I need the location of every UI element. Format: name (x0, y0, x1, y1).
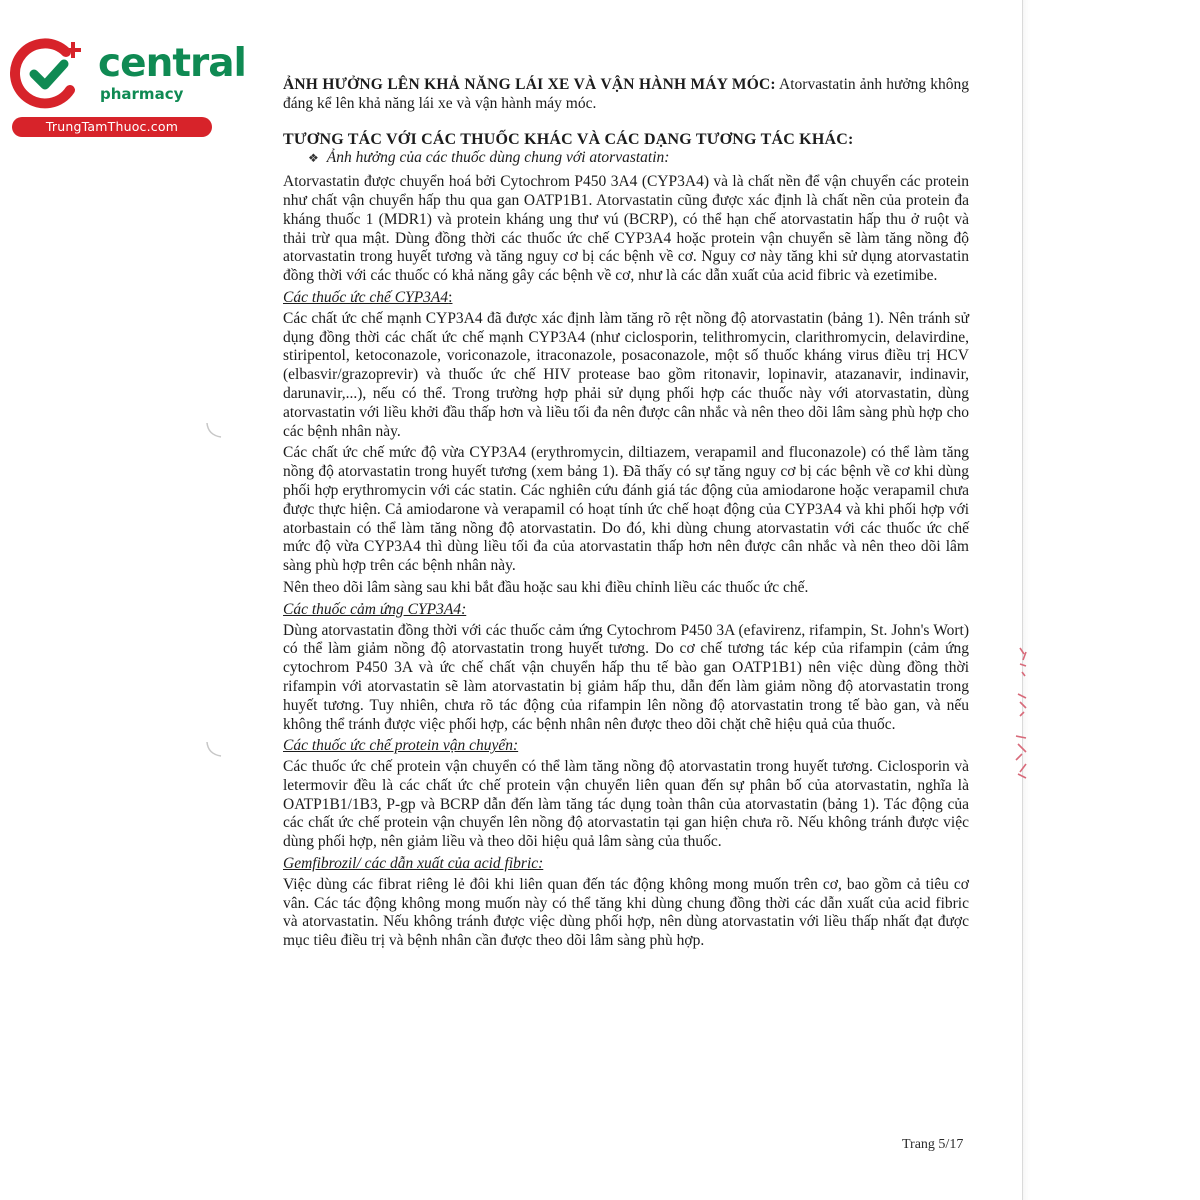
paragraph: Việc dùng các fibrat riêng lẻ đôi khi liên quan đến tác động không mong muốn trên cơ, bao gồm cả tiêu cơ vân. Các tác động không mong muốn này có thể tăng khi dùng chung đồng thời các dẫn xuất của acid fibric và atorvastatin. Nếu không tránh được việc dùng phối hợp, nên dùng atorvastatin với liều thấp nhất đạt được mục tiêu điều trị và bệnh nhân cần được theo dõi lâm sàng phù hợp. (283, 875, 969, 950)
subheading-transporter-inhibitors: Các thuốc ức chế protein vận chuyển: (283, 737, 519, 755)
driving-section (283, 76, 969, 114)
red-stamp-mark (1008, 640, 1038, 790)
central-pharmacy-logo[interactable] (10, 38, 246, 138)
bullet-text: Ảnh hưởng của các thuốc dùng chung với atorvastatin: (326, 149, 670, 167)
page-number: Trang 5/17 (902, 1137, 964, 1152)
paragraph: Các chất ức chế mạnh CYP3A4 đã được xác định làm tăng rõ rệt nồng độ atorvastatin (bảng 1). Nên tránh sử dụng đồng thời các chất ức chế mạnh CYP3A4 (như ciclosporin, telithromycin, clarithromycin, delavirdine, stiripentol, ketoconazole, voriconazole, itraconazole, posaconazole, một số thuốc kháng virus điều trị HCV (elbasvir/grazoprevir) và thuốc ức chế HIV protease bao gồm ritonavir, lopinavir, atazanavir, indinavir, darunavir,...), nếu có thể. Trong trường hợp phải sử dụng phối hợp các thuốc này với atorvastatin, dùng atorvastatin với liều khởi đầu thấp hơn và liều tối đa nên được cân nhắc và nên theo dõi lâm sàng phù hợp cho các bệnh nhân này. (283, 309, 969, 440)
paragraph: Nên theo dõi lâm sàng sau khi bắt đầu hoặc sau khi điều chỉnh liều các thuốc ức chế. (283, 578, 809, 596)
logo-brand-name: central (98, 41, 246, 86)
document-body (283, 76, 969, 954)
logo-brand-sub: pharmacy (100, 85, 184, 103)
subheading-cyp3a4-inducers: Các thuốc cảm ứng CYP3A4: (283, 600, 467, 618)
bullet-item (308, 149, 969, 168)
punch-hole-mark (203, 419, 225, 441)
punch-hole-mark (203, 738, 225, 760)
logo-site-url: TrungTamThuoc.com (12, 117, 212, 137)
pharmacy-c-cross-icon (10, 38, 84, 112)
paragraph: Dùng atorvastatin đồng thời với các thuốc cảm ứng Cytochrom P450 3A (efavirenz, rifampin, St. John's Wort) có thể làm giảm nồng độ atorvastatin trong huyết tương. Do cơ chế tương tác kép của rifampin (cảm ứng cytochrom P450 3A và ức chế chất vận chuyển hấp thu tế bào gan OATP1B1) nên việc dùng đồng thời rifampin với atorvastatin sẽ làm atorvastatin bị giảm hấp thu, dẫn đến làm giảm nồng độ atorvastatin trong huyết tương. Tuy nhiên, chưa rõ tác động của rifampin lên nồng độ atorvastatin trong tế bào gan, và nếu không thể tránh được việc phối hợp, các bệnh nhân nên được theo dõi chặt chẽ hiệu quả của thuốc. (283, 621, 969, 733)
paragraph: Các thuốc ức chế protein vận chuyển có thể làm tăng nồng độ atorvastatin trong huyết tương. Ciclosporin và letermovir đều là các chất ức chế protein vận chuyển liên quan đến sự phân bố của atorvastatin, nghĩa là OATP1B1/1B3, P-gp và BCRP dẫn đến làm tăng tác dụng toàn thân của atorvastatin (bảng 1). Tác động của các chất ức chế protein vận chuyển lên nồng độ atorvastatin tại gan hiện chưa rõ. Nếu không tránh được việc dùng phối hợp, nên giảm liều và theo dõi hiệu quả lâm sàng của thuốc. (283, 758, 969, 851)
section-heading: ẢNH HƯỞNG LÊN KHẢ NĂNG LÁI XE VÀ VẬN HÀNH MÁY MÓC: (283, 76, 776, 93)
intro-paragraph: Atorvastatin được chuyển hoá bởi Cytochrom P450 3A4 (CYP3A4) và là chất nền để vận chuyển các protein như chất vận chuyển hấp thu qua gan OATP1B1. Atorvastatin cũng được xác định là chất nền của protein đa kháng thuốc 1 (MDR1) và protein kháng ung thư vú (BCRP), có thể hạn chế atorvastatin hấp thu ở ruột và thải trừ qua mật. Dùng đồng thời các thuốc ức chế CYP3A4 hoặc protein vận chuyển sẽ làm tăng nồng độ atorvastatin trong huyết tương và tăng nguy cơ bị các bệnh về cơ. Nguy cơ này tăng khi sử dụng atorvastatin đồng thời với các thuốc có khả năng gây các bệnh về cơ, như là các dẫn xuất của acid fibric và ezetimibe. (283, 173, 969, 285)
interaction-section-title: TƯƠNG TÁC VỚI CÁC THUỐC KHÁC VÀ CÁC DẠNG TƯƠNG TÁC KHÁC: (283, 130, 854, 148)
diamond-bullet-icon: ❖ (308, 151, 319, 166)
scan-page-edge (1022, 0, 1200, 1200)
section-text: Atorvastatin ảnh hưởng không đáng kể lên khả năng lái xe và vận hành máy móc. (283, 76, 969, 112)
subheading-fibric-acid: Gemfibrozil/ các dẫn xuất của acid fibric: (283, 855, 544, 873)
subheading-cyp3a4-inhibitors: Các thuốc ức chế CYP3A4: (283, 288, 453, 306)
paragraph: Các chất ức chế mức độ vừa CYP3A4 (erythromycin, diltiazem, verapamil and fluconazole) có thể làm tăng nồng độ atorvastatin trong huyết tương (xem bảng 1). Đã thấy có sự tăng nguy cơ bị các bệnh về cơ khi dùng phối hợp erythromycin với các statin. Các nghiên cứu đánh giá tác động của amiodarone hoặc verapamil chưa được thực hiện. Cả amiodarone và verapamil có hoạt tính ức chế hoạt động của CYP3A4 và khi phối hợp với atorbastain có thể làm tăng nồng độ atorvastatin. Do đó, khi dùng chung atorvastatin với các thuốc ức chế mức độ vừa CYP3A4 thì dùng liều tối đa của atorvastatin thấp hơn nên được cân nhắc và nên theo dõi lâm sàng phù hợp trên các bệnh nhân này. (283, 444, 969, 575)
